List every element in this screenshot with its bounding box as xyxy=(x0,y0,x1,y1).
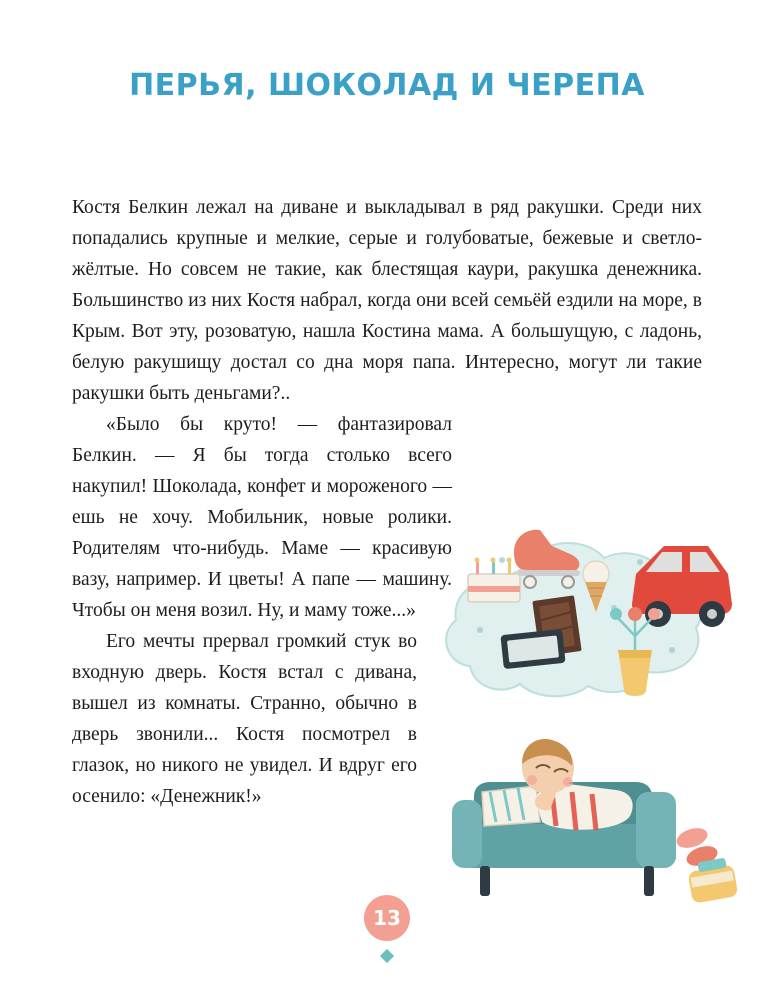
page-footer xyxy=(0,895,774,961)
paragraph-2: «Было бы круто! — фантазировал Белкин. — Я бы тогда столько всего накупил! Шоколада, конфет и мороженого — ешь не хочу. Мобильник, новые ролики. Родителям что-нибудь. Маме — красивую вазу, например. И цветы! А папе — машину. Чтобы он меня возил. Ну, и маму тоже...» xyxy=(72,414,452,621)
paragraph-1: Костя Белкин лежал на диване и выкладывал в ряд ракушки. Среди них попадались крупные и мелкие, серые и голубоватые, бежевые и светло-жёлтые. Но совсем не такие, как блестящая каури, ракушка денежника. Большинство из них Костя набрал, когда они всей семьёй ездили на море, в Крым. Вот эту, розоватую, нашла Костина мама. А большущую, с ладонь, белую ракушищу достал со дна моря папа. Интересно, могут ли такие ракушки быть деньгами?.. xyxy=(72,197,702,404)
paragraph-3: Его мечты прервал громкий стук во входную дверь. Костя встал с дивана, вышел из комнаты. Странно, обычно в дверь звонили... Костя посмотрел в глазок, но никого не увидел. И вдруг его осенило: «Денежник!» xyxy=(72,631,417,807)
page-number: 13 xyxy=(364,895,410,941)
illustration-boy-dreaming-on-sofa xyxy=(440,500,760,910)
chapter-title: ПЕРЬЯ, ШОКОЛАД И ЧЕРЕПА xyxy=(129,68,645,103)
diamond-decoration-icon xyxy=(380,949,394,963)
boy-lying-on-sofa xyxy=(452,739,676,896)
cake-icon xyxy=(468,558,520,603)
mobile-phone-icon xyxy=(500,629,565,669)
